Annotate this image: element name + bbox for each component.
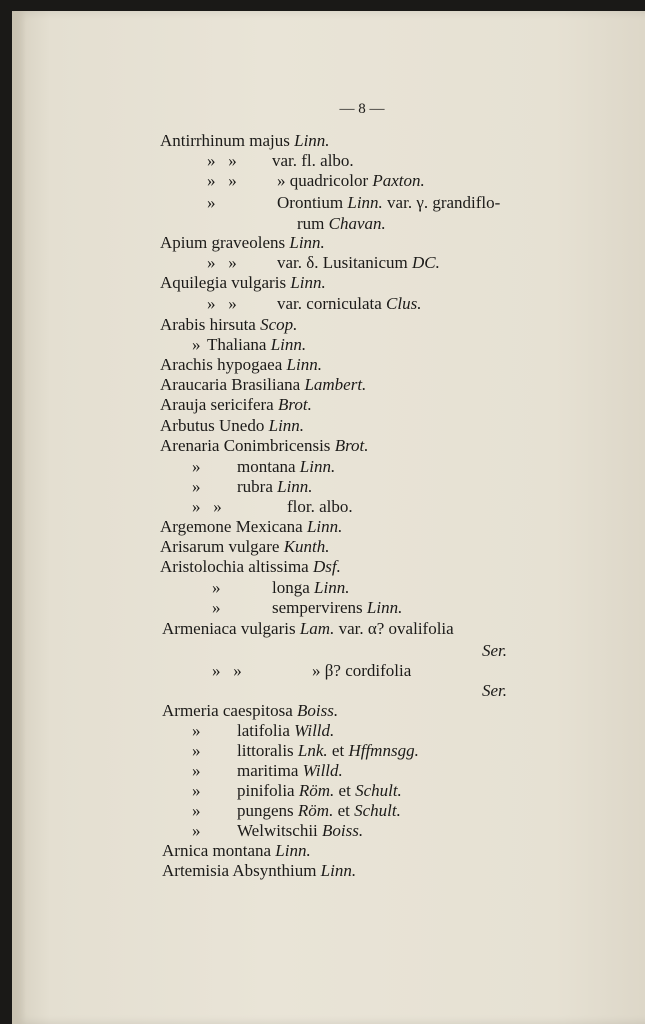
species-name: Argemone Mexicana (160, 517, 307, 536)
author-abbrev: Röm. (298, 781, 335, 800)
author-abbrev: Brot. (334, 436, 369, 455)
list-line (160, 375, 366, 395)
author-abbrev: Linn. (277, 477, 313, 496)
author-abbrev: Brot. (277, 395, 312, 414)
ditto-mark: » » (207, 151, 237, 170)
list-line (207, 253, 440, 273)
ditto-mark: » » (207, 171, 237, 190)
species-name: var. fl. albo. (272, 151, 354, 170)
species-name: Antirrhinum majus (160, 131, 295, 150)
species-name: pinifolia (237, 781, 299, 800)
author-abbrev: Linn. (270, 335, 307, 354)
author-abbrev: DC. (412, 253, 440, 272)
list-line (160, 517, 342, 537)
author-abbrev: Linn. (290, 273, 326, 292)
list-line (160, 315, 297, 335)
author-abbrev: Clus. (386, 294, 422, 313)
author-abbrev: Linn. (286, 355, 322, 374)
list-line (207, 171, 425, 191)
list-line (482, 681, 507, 701)
author-abbrev: Linn. (320, 861, 357, 880)
list-line (162, 861, 356, 881)
ditto-mark: » » (207, 294, 237, 313)
name-suffix: et (327, 741, 349, 760)
name-suffix: et (333, 801, 355, 820)
species-name: Aquilegia vulgaris (160, 273, 291, 292)
list-line (160, 355, 322, 375)
species-name: longa (272, 578, 315, 597)
list-line (192, 335, 307, 355)
author-abbrev: Linn. (347, 193, 383, 212)
list-line (192, 821, 364, 841)
species-name: Araucaria Brasiliana (160, 375, 305, 394)
list-line (192, 801, 401, 821)
author-abbrev: Dsf. (312, 557, 341, 576)
author-abbrev: Ser. (482, 641, 508, 660)
ditto-mark: » (192, 457, 201, 476)
list-line (162, 701, 338, 721)
list-line (192, 761, 343, 781)
name-suffix: et (334, 781, 356, 800)
author-abbrev: Boiss. (322, 821, 364, 840)
ditto-mark: » (192, 477, 201, 496)
species-name: var. δ. Lusitanicum (277, 253, 413, 272)
list-line (162, 619, 454, 639)
author-abbrev: Linn. (289, 233, 325, 252)
species-name: Artemisia Absynthium (162, 861, 321, 880)
species-name: Apium graveolens (160, 233, 290, 252)
list-line (160, 416, 304, 436)
list-line (192, 497, 353, 517)
author-abbrev: Lambert. (304, 375, 367, 394)
author-abbrev: Willd. (302, 761, 343, 780)
species-name: var. corniculata (277, 294, 387, 313)
author-abbrev: Linn. (366, 598, 403, 617)
species-name: Thaliana (207, 335, 271, 354)
author-abbrev: Linn. (268, 416, 305, 435)
ditto-mark: » (192, 801, 201, 820)
list-line (160, 537, 330, 557)
author-abbrev: Boiss. (297, 701, 339, 720)
ditto-mark: » (192, 821, 201, 840)
author-abbrev: Lnk. (297, 741, 328, 760)
second-author-abbrev: Schult. (355, 781, 402, 800)
species-name: sempervirens (272, 598, 367, 617)
list-line (207, 294, 422, 314)
ditto-mark: » » (212, 661, 242, 680)
species-name: flor. albo. (287, 497, 353, 516)
ditto-mark: » » (207, 253, 237, 272)
author-abbrev: Lam. (299, 619, 335, 638)
species-name: » β? cordifolia (312, 661, 412, 680)
list-line (162, 841, 311, 861)
ditto-mark: » (192, 335, 201, 354)
list-line (207, 151, 354, 171)
species-name: Arisarum vulgare (160, 537, 284, 556)
list-line (297, 214, 386, 234)
author-abbrev: Linn. (306, 517, 343, 536)
species-name: Arabis hirsuta (160, 315, 261, 334)
author-abbrev: Röm. (297, 801, 334, 820)
list-line (160, 557, 341, 577)
author-abbrev: Scop. (260, 315, 298, 334)
author-abbrev: Linn. (299, 457, 336, 476)
species-name: montana (237, 457, 300, 476)
species-name: pungens (237, 801, 298, 820)
author-abbrev: Chavan. (328, 214, 386, 233)
species-name: » quadricolor (277, 171, 373, 190)
author-abbrev: Paxton. (372, 171, 425, 190)
list-line (192, 477, 313, 497)
book-page (12, 11, 645, 1024)
ditto-mark: » (192, 721, 201, 740)
species-name: Welwitschii (237, 821, 323, 840)
list-line (212, 661, 412, 681)
species-name: Armeniaca vulgaris (162, 619, 300, 638)
species-name: Arnica montana (162, 841, 276, 860)
second-author-abbrev: Schult. (354, 801, 401, 820)
ditto-mark: » (192, 741, 201, 760)
species-name: Orontium (277, 193, 348, 212)
species-name: rubra (237, 477, 278, 496)
species-name: latifolia (237, 721, 295, 740)
list-line (160, 233, 325, 253)
list-line (207, 193, 501, 213)
list-line (160, 273, 326, 293)
species-name: rum (297, 214, 329, 233)
species-name: Arbutus Unedo (160, 416, 269, 435)
list-line (192, 781, 402, 801)
list-line (160, 395, 312, 415)
name-suffix: var. γ. grandiflo- (382, 193, 501, 212)
species-name: littoralis (237, 741, 298, 760)
ditto-mark: » (192, 761, 201, 780)
list-line (192, 457, 336, 477)
list-line (160, 131, 330, 151)
list-line (160, 436, 369, 456)
page-number: — 8 — (339, 101, 385, 117)
species-name: Arenaria Conimbricensis (160, 436, 335, 455)
ditto-mark: » (212, 578, 221, 597)
author-abbrev: Linn. (294, 131, 330, 150)
species-name: Aristolochia altissima (160, 557, 313, 576)
ditto-mark: » » (192, 497, 222, 516)
author-abbrev: Willd. (294, 721, 335, 740)
author-abbrev: Kunth. (283, 537, 330, 556)
ditto-mark: » (192, 781, 201, 800)
author-abbrev: Linn. (275, 841, 311, 860)
species-name: Arauja sericifera (160, 395, 278, 414)
species-name: maritima (237, 761, 303, 780)
species-name: Arachis hypogaea (160, 355, 287, 374)
list-line (192, 721, 335, 741)
species-name: Armeria caespitosa (162, 701, 297, 720)
second-author-abbrev: Hffmnsgg. (348, 741, 419, 760)
list-line (482, 641, 507, 661)
list-line (212, 578, 350, 598)
author-abbrev: Linn. (314, 578, 350, 597)
ditto-mark: » (212, 598, 221, 617)
list-line (192, 741, 419, 761)
ditto-mark: » (207, 193, 216, 212)
list-line (212, 598, 403, 618)
author-abbrev: Ser. (482, 681, 508, 700)
name-suffix: var. α? ovalifolia (334, 619, 454, 638)
